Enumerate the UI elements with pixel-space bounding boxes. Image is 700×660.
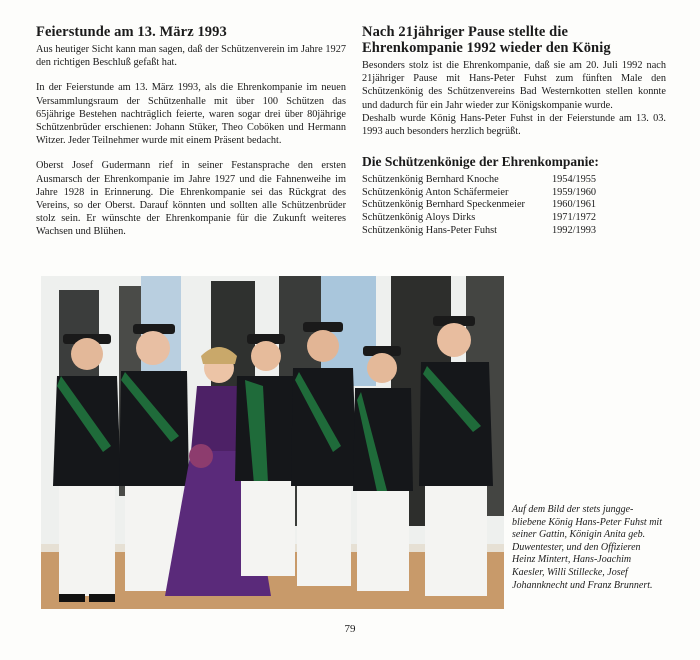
table-row <box>362 199 622 212</box>
king-years: 1971/1972 <box>552 212 597 223</box>
paragraph: Besonders stolz ist die Ehrenkompanie, daß sie am 20. Juli 1992 nach 21jähriger Pause mit Hans-Peter Fuhst zum fünften Male den Schützenkönig des Schützenvereins Bad Westernkotten stellen konnte und dadurch für ein Jahr wieder zur Königskompanie wurde. Deshalb wurde König Hans-Peter Fuhst in der Feierstunde am 13. 03. 1993 auch besonders herzlich begrüßt. <box>362 60 666 138</box>
right-column <box>362 24 666 237</box>
king-name: Schützenkönig Aloys Dirks <box>362 212 476 223</box>
king-name: Schützenkönig Anton Schäfermeier <box>362 186 509 198</box>
table-row <box>362 212 622 225</box>
king-years: 1954/1955 <box>552 174 597 186</box>
table-row <box>362 187 622 200</box>
group-photo <box>41 276 504 609</box>
king-name: Schützenkönig Bernhard Knoche <box>362 174 499 186</box>
photo-caption: Auf dem Bild der stets junggebliebene König Hans-Peter Fuhst mit seiner Gattin, Königin Anita geb. Duwentester, und den Offizieren Heinz Mintert, Hans-Joachim Kaesler, Willi Stillecke, Josef Johannknecht und Franz Brunnert. <box>512 504 662 591</box>
kings-list-heading: Die Schützenkönige der Ehrenkompanie: <box>362 154 599 170</box>
page-number: 79 <box>344 623 356 635</box>
king-years: 1959/1960 <box>552 186 597 198</box>
king-name: Schützenkönig Bernhard Speckenmeier <box>362 199 525 211</box>
kings-table <box>362 174 622 237</box>
table-row <box>362 174 622 187</box>
paragraph: Oberst Josef Gudermann rief in seiner Festansprache den ersten Ausmarsch der Ehrenkompanie im Jahre 1927 und die Fahnenweihe im Jahre 1928 in Erinnerung. Die Ehrenkompanie sei das Rückgrat des Vereins, so der Oberst. Darauf könnten und sollten alle Schützenbrüder stolz sein. Er wünschte der Ehrenkompanie für die Zukunft weiteres Wachsen und Blühen. <box>36 160 346 238</box>
section-heading-feierstunde: Feierstunde am 13. März 1993 <box>36 24 227 40</box>
section-heading-koenig: Nach 21jähriger Pause stellte die Ehrenkompanie 1992 wieder den König <box>362 24 611 56</box>
king-name: Schützenkönig Hans-Peter Fuhst <box>362 224 497 236</box>
table-row <box>362 225 622 238</box>
paragraph: In der Feierstunde am 13. März 1993, als die Ehrenkompanie im neuen Versammlungsraum der Schützenhalle mit über 100 Schützen das 65jährige Bestehen nachträglich feierte, waren sogar drei über 80jährige Schützenbrüder erschienen: Johann Stüker, Theo Coböken und Hermann Witzer. Jeder Teilnehmer wurde mit einem Präsent bedacht. <box>36 82 346 147</box>
king-years: 1960/1961 <box>552 199 597 211</box>
paragraph: Aus heutiger Sicht kann man sagen, daß der Schützenverein im Jahre 1927 den richtigen Beschluß gefaßt hat. <box>36 44 346 69</box>
king-years: 1992/1993 <box>552 224 597 236</box>
left-column <box>36 24 346 251</box>
